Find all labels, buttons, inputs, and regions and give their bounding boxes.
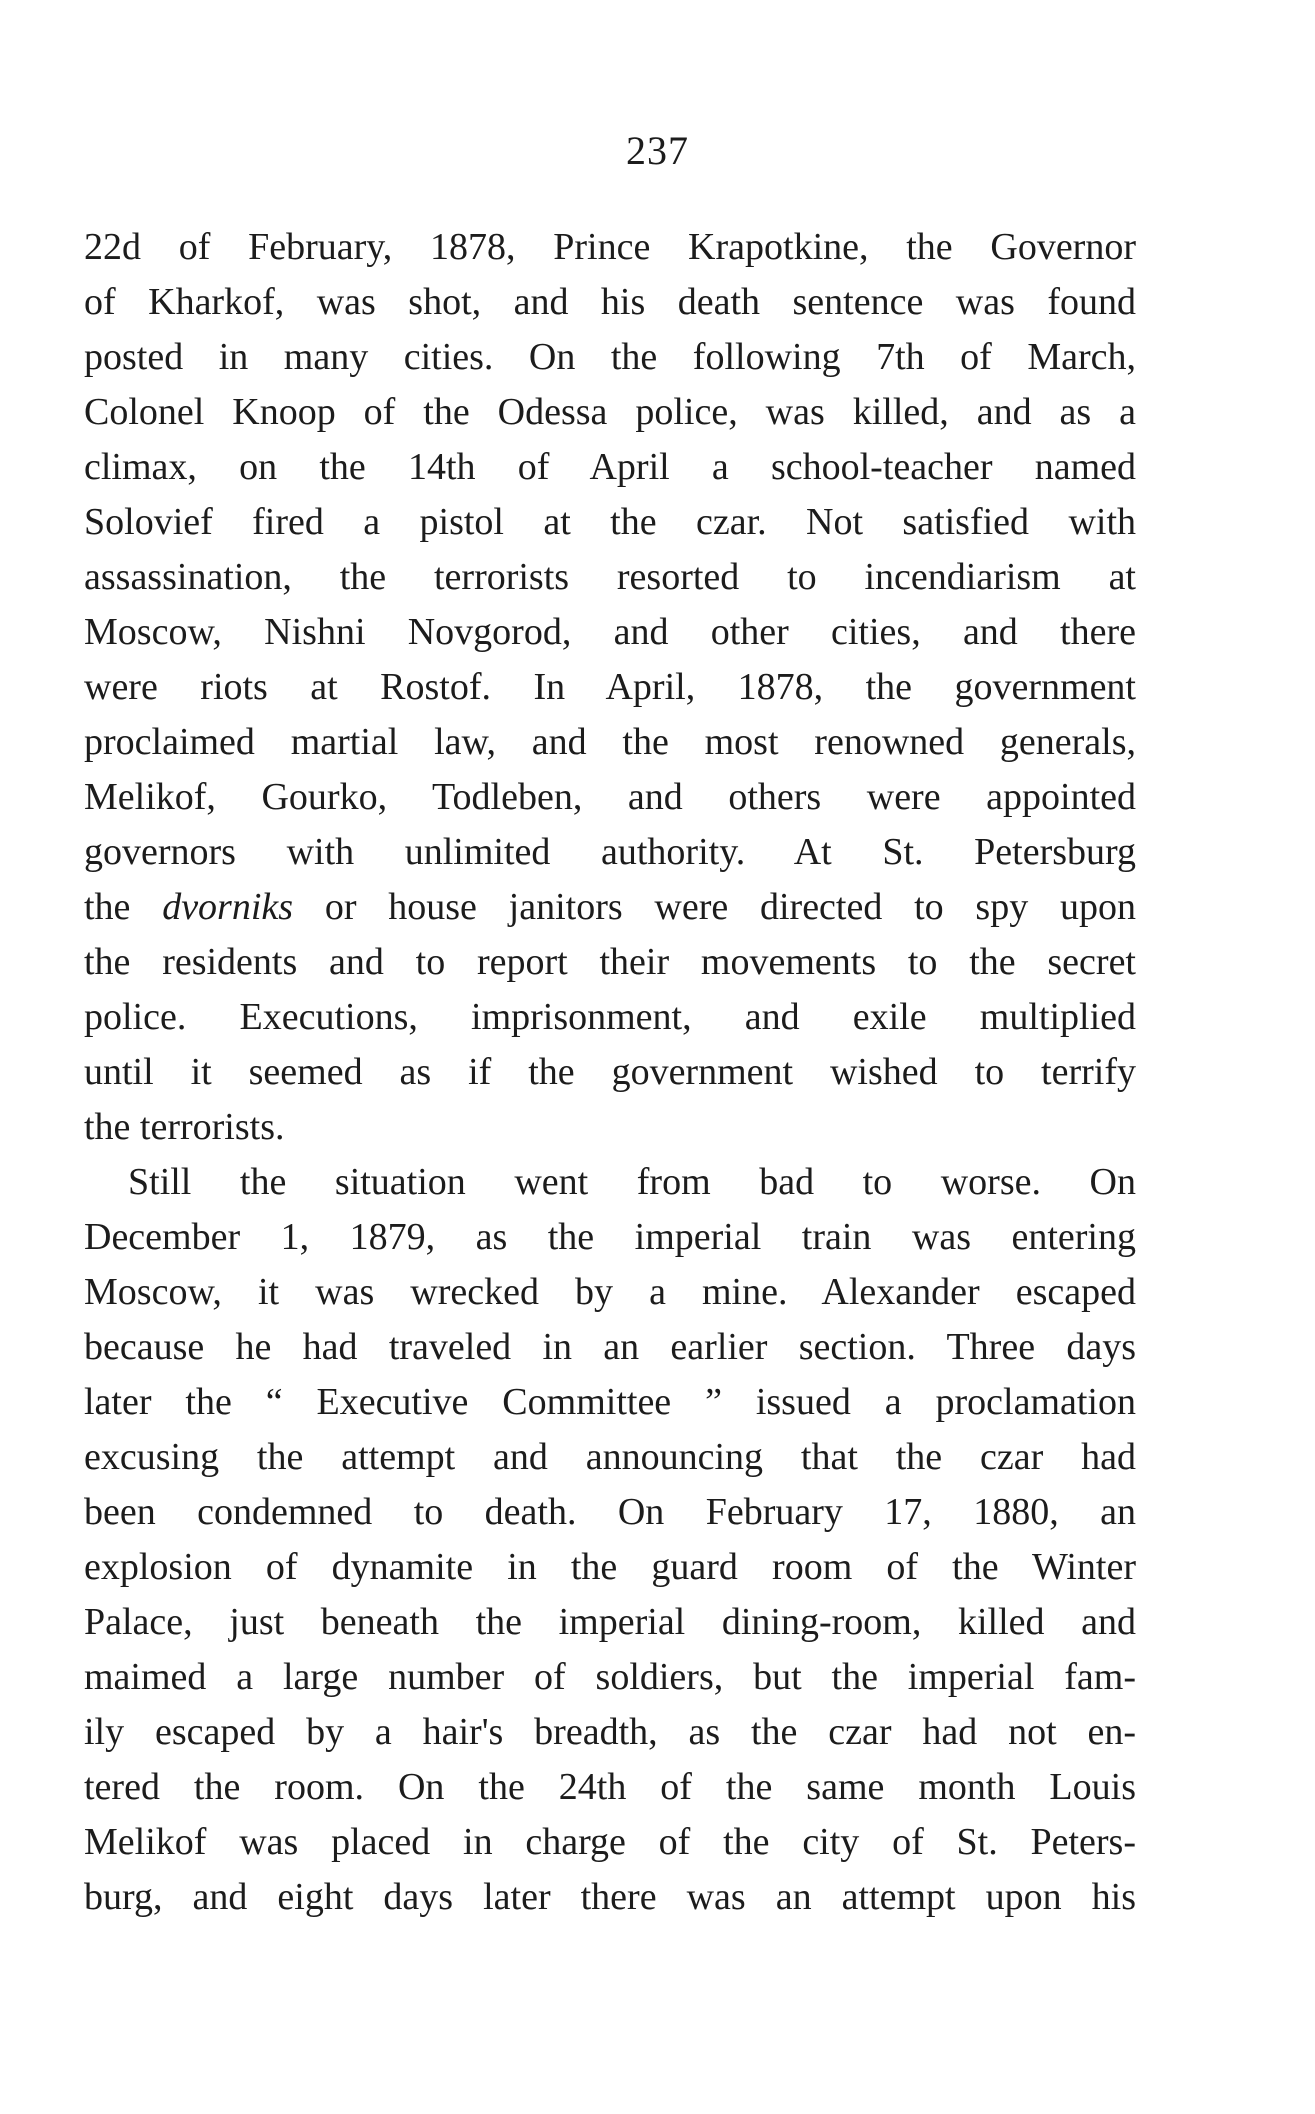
text-line bbox=[84, 1100, 1136, 1155]
italic-term: dvorniks bbox=[162, 886, 294, 928]
text-segment: December 1, 1879, as the imperial train was entering bbox=[84, 1216, 1136, 1258]
text-segment: Solovief fired a pistol at the czar. Not satisfied with bbox=[84, 501, 1136, 543]
text-segment: ily escaped by a hair's breadth, as the czar had not en- bbox=[84, 1711, 1136, 1753]
text-segment: been condemned to death. On February 17, 1880, an bbox=[84, 1491, 1136, 1533]
text-line bbox=[84, 1705, 1136, 1760]
text-line bbox=[84, 275, 1136, 330]
text-segment: the bbox=[84, 886, 163, 928]
text-segment: were riots at Rostof. In April, 1878, the government bbox=[84, 666, 1136, 708]
text-line bbox=[84, 825, 1136, 880]
text-line bbox=[84, 495, 1136, 550]
text-line bbox=[84, 1815, 1136, 1870]
text-line bbox=[84, 1430, 1136, 1485]
text-line bbox=[84, 440, 1136, 495]
text-line bbox=[84, 1595, 1136, 1650]
text-line bbox=[84, 605, 1136, 660]
text-line bbox=[84, 1650, 1136, 1705]
text-line bbox=[84, 1320, 1136, 1375]
text-line bbox=[84, 770, 1136, 825]
text-segment: Moscow, Nishni Novgorod, and other cities, and there bbox=[84, 611, 1136, 653]
text-line bbox=[84, 935, 1136, 990]
text-segment: Melikof was placed in charge of the city of St. Peters- bbox=[84, 1821, 1136, 1863]
text-segment: Palace, just beneath the imperial dining-room, killed and bbox=[84, 1601, 1136, 1643]
text-segment: police. Executions, imprisonment, and exile multiplied bbox=[84, 996, 1136, 1038]
text-line bbox=[84, 1210, 1136, 1265]
text-line bbox=[84, 220, 1136, 275]
text-line bbox=[84, 1375, 1136, 1430]
text-segment: Colonel Knoop of the Odessa police, was killed, and as a bbox=[84, 391, 1136, 433]
text-segment: 22d of February, 1878, Prince Krapotkine, the Governor bbox=[84, 226, 1136, 268]
text-segment: explosion of dynamite in the guard room of the Winter bbox=[84, 1546, 1136, 1588]
text-segment: Moscow, it was wrecked by a mine. Alexander escaped bbox=[84, 1271, 1136, 1313]
text-segment: governors with unlimited authority. At St. Petersburg bbox=[84, 831, 1136, 873]
text-segment: assassination, the terrorists resorted to incendiarism at bbox=[84, 556, 1136, 598]
text-segment: or house janitors were directed to spy upon bbox=[293, 886, 1136, 928]
text-line bbox=[84, 385, 1136, 440]
text-segment: tered the room. On the 24th of the same month Louis bbox=[84, 1766, 1136, 1808]
text-line bbox=[84, 1155, 1136, 1210]
text-segment: later the “ Executive Committee ” issued a proclamation bbox=[84, 1381, 1136, 1423]
text-line bbox=[84, 715, 1136, 770]
text-segment: climax, on the 14th of April a school-teacher named bbox=[84, 446, 1136, 488]
text-line bbox=[84, 550, 1136, 605]
text-segment: proclaimed martial law, and the most renowned generals, bbox=[84, 721, 1136, 763]
text-segment: because he had traveled in an earlier section. Three days bbox=[84, 1326, 1136, 1368]
text-line bbox=[84, 330, 1136, 385]
text-line bbox=[84, 1265, 1136, 1320]
text-segment: posted in many cities. On the following 7th of March, bbox=[84, 336, 1136, 378]
text-segment: Melikof, Gourko, Todleben, and others were appointed bbox=[84, 776, 1136, 818]
text-segment: the residents and to report their movements to the secret bbox=[84, 941, 1136, 983]
text-segment: until it seemed as if the government wished to terrify bbox=[84, 1051, 1136, 1093]
text-segment: the terrorists. bbox=[84, 1106, 285, 1148]
text-line bbox=[84, 1540, 1136, 1595]
page-number: 237 bbox=[626, 128, 689, 173]
body-text bbox=[84, 220, 1136, 1925]
text-line bbox=[84, 990, 1136, 1045]
text-segment: excusing the attempt and announcing that the czar had bbox=[84, 1436, 1136, 1478]
text-segment: Still the situation went from bad to worse. On bbox=[128, 1161, 1136, 1203]
text-line bbox=[84, 660, 1136, 715]
text-line bbox=[84, 1045, 1136, 1100]
text-line bbox=[84, 880, 1136, 935]
text-line bbox=[84, 1870, 1136, 1925]
text-segment: of Kharkof, was shot, and his death sentence was found bbox=[84, 281, 1136, 323]
text-line bbox=[84, 1485, 1136, 1540]
text-segment: burg, and eight days later there was an attempt upon his bbox=[84, 1876, 1136, 1918]
text-segment: maimed a large number of soldiers, but the imperial fam- bbox=[84, 1656, 1136, 1698]
text-line bbox=[84, 1760, 1136, 1815]
